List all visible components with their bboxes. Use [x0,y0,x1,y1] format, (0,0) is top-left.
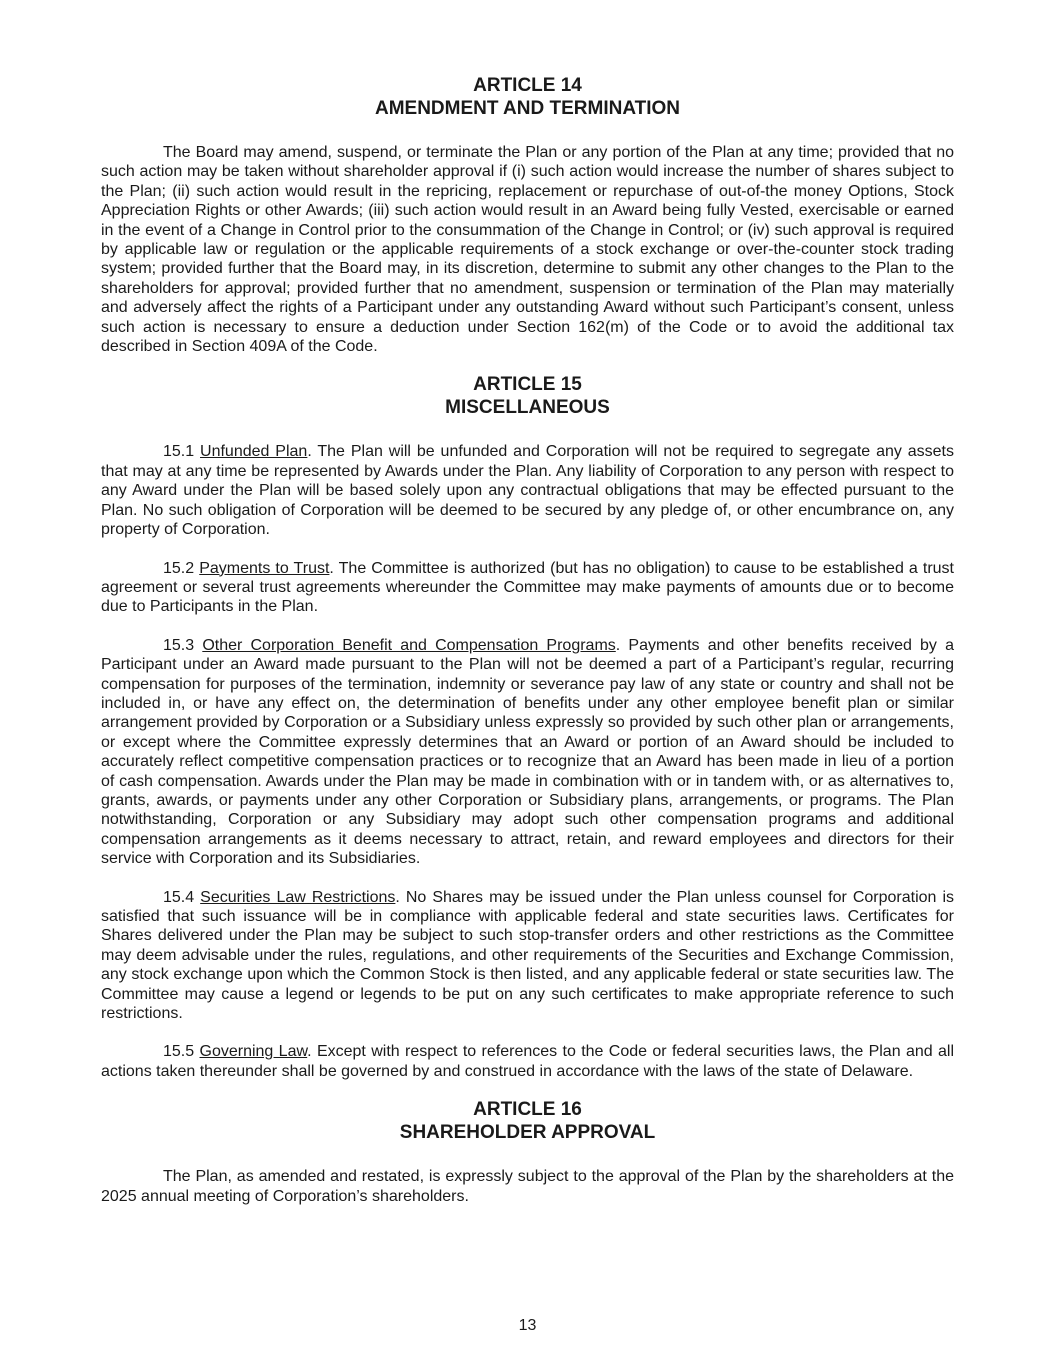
section-15-1 [101,442,954,539]
section-15-3 [101,636,954,869]
section-caption: Unfunded Plan [200,443,308,461]
section-text: . Except with respect to references to the Code or federal securities laws, the Plan and all actions taken thereunder shall be governed by and construed in accordance with the laws of the state of Delaware. [101,1043,955,1080]
article-15-subtitle: MISCELLANEOUS [445,397,610,419]
section-text: . The Plan will be unfunded and Corporation will not be required to segregate any assets that may at any time be represented by Awards under the Plan. Any liability of Corporation to any person with respect to any Award under the Plan will be based solely upon any contractual obligations that may be effected pursuant to the Plan. No such obligation of Corporation will be deemed to be secured by any pledge of, or other encumbrance on, any property of Corporation. [101,443,955,539]
section-number: 15.5 [163,1043,195,1061]
article-14-body: The Board may amend, suspend, or terminate the Plan or any portion of the Plan at any time; provided that no such action may be taken without shareholder approval if (i) such action would increase the number of shares subject to the Plan; (ii) such action would result in the repricing, replacement or repurchase of out-of-the money Options, Stock Appreciation Rights or other Awards; (iii) such action would result in an Award being fully Vested, exercisable or earned in the event of a Change in Control prior to the consummation of the Change in Control; or (iv) such approval is required by applicable law or regulation or the applicable requirements of a stock exchange or over-the-counter stock trading system; provided further that the Board may, in its discretion, determine to submit any other changes to the Plan to the shareholders for approval; provided further that no amendment, suspension or termination of the Plan may materially and adversely affect the rights of a Participant under any outstanding Award without such Participant’s consent, unless such action is necessary to ensure a deduction under Section 162(m) of the Code or to avoid the additional tax described in Section 409A of the Code. [101,144,954,356]
section-15-4 [101,888,954,1024]
article-14-heading [101,74,954,120]
page-number: 13 [518,1317,537,1334]
section-caption: Other Corporation Benefit and Compensation Programs [202,636,616,654]
section-15-5 [101,1042,954,1081]
article-16-body: The Plan, as amended and restated, is expressly subject to the approval of the Plan by the shareholders at the 2025 annual meeting of Corporation’s shareholders. [101,1168,954,1205]
article-14-title: ARTICLE 14 [473,75,582,96]
article-15-title: ARTICLE 15 [473,374,582,396]
section-number: 15.3 [163,636,195,654]
article-15-heading [101,373,954,419]
section-caption: Securities Law Restrictions [200,888,396,906]
section-15-2 [101,559,954,617]
section-caption: Payments to Trust [199,559,330,577]
document-page [101,74,954,1206]
section-number: 15.4 [163,888,195,906]
article-14-subtitle: AMENDMENT AND TERMINATION [374,98,681,119]
section-number: 15.2 [163,559,195,577]
section-text: . Payments and other benefits received by a Participant under an Award made pursuant to the Plan will not be deemed a part of a Participant’s regular, recurring compensation for purposes of the termination, indemnity or severance pay law of any state or country and shall not be included in, or have any effect on, the determination of benefits under any other employee benefit plan or similar arrangement provided by Corporation or a Subsidiary unless expressly so provided by such other plan or arrangements, or except where the Committee expressly determines that an Award or portion of an Award should be included to accurately reflect competitive compensation practices or to recognize that an Award has been made in lieu of a portion of cash compensation. Awards under the Plan may be made in combination with or in tandem with, or as alternatives to, grants, awards, or payments under any other Corporation or Subsidiary plans, arrangements, or programs. The Plan notwithstanding, Corporation or any Subsidiary may adopt such other compensation programs and additional compensation arrangements as it deems necessary to attract, retain, and reward employees and directors for their service with Corporation and its Subsidiaries. [101,636,954,868]
article-16-title: ARTICLE 16 [473,1099,582,1121]
article-16-heading [101,1098,954,1144]
section-text: . The Committee is authorized (but has no obligation) to cause to be established a trust agreement or several trust agreements whereunder the Committee may make payments of amounts due or to become due to Participants in the Plan. [101,559,954,616]
section-text: . No Shares may be issued under the Plan unless counsel for Corporation is satisfied that such issuance will be in compliance with applicable federal and state securities laws. Certificates for Shares delivered under the Plan may be subject to such stop-transfer orders and other restrictions as the Committee may deem advisable under the rules, regulations, and other requirements of the Securities and Exchange Commission, any stock exchange upon which the Common Stock is then listed, and any applicable federal or state securities law. The Committee may cause a legend or legends to be put on any such certificates to make appropriate reference to such restrictions. [101,888,954,1023]
article-16-subtitle: SHAREHOLDER APPROVAL [399,1122,656,1144]
section-caption: Governing Law [199,1043,308,1061]
section-number: 15.1 [163,443,195,461]
